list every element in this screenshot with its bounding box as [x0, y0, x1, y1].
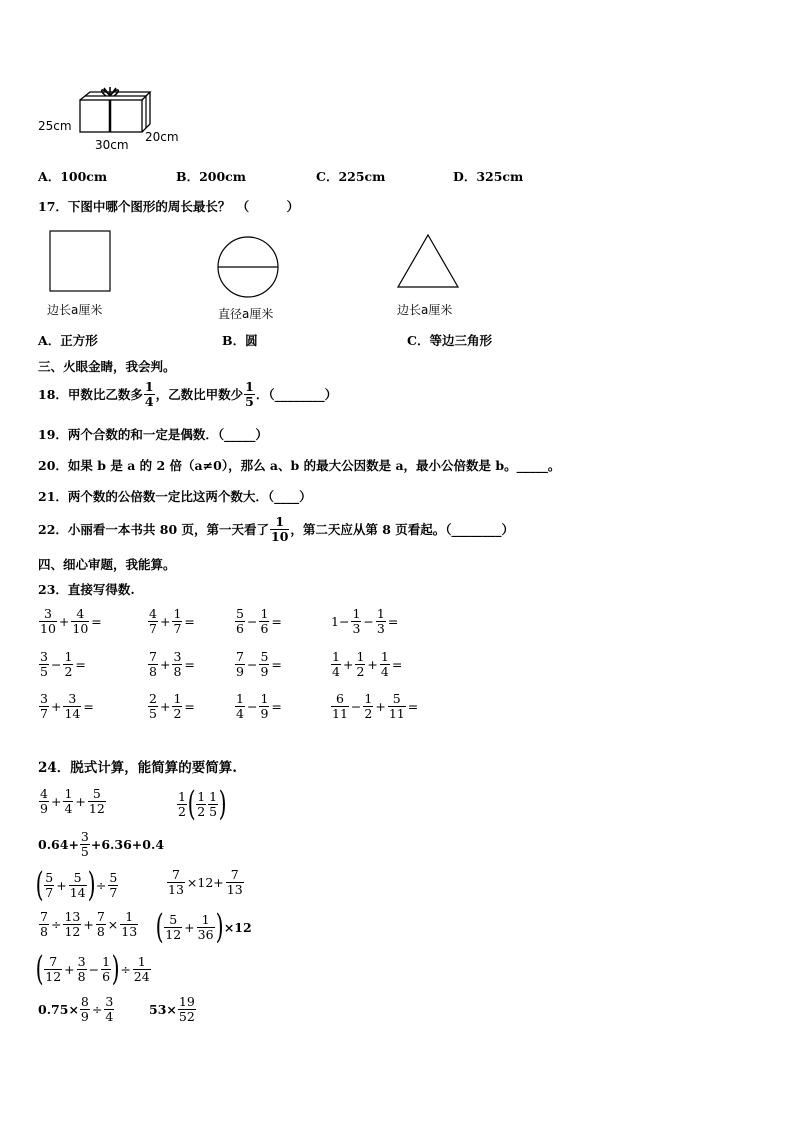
fraction: $\frac{5}{11}$ — [388, 691, 405, 721]
fraction: $\frac{7}{12}$ — [45, 953, 62, 984]
fraction: $\frac{3}{5}$ — [40, 649, 48, 679]
triangle-figure — [397, 233, 461, 291]
box-height-label: 25cm — [38, 119, 72, 133]
fraction: $\frac{7}{8}$ — [96, 909, 105, 939]
fraction: $\frac{7}{13}$ — [226, 867, 243, 897]
q24-expr-9: 0.75× $\frac{8}{9}$ ÷ $\frac{3}{4}$ — [38, 994, 114, 1024]
fraction: $\frac{1}{2}$ — [173, 691, 182, 721]
fraction: $\frac{1}{4}$ — [64, 786, 73, 816]
section3-title: 三、火眼金睛，我会判。 — [38, 359, 176, 374]
fraction: $\frac{7}{8}$ — [40, 909, 48, 939]
q24-expr-5: $\frac{7}{13}$ ×12+ $\frac{7}{13}$ — [168, 867, 243, 897]
fraction: $\frac{8}{9}$ — [80, 994, 89, 1024]
fraction: $\frac{3}{4}$ — [105, 994, 114, 1024]
q24-expr-4: ( $\frac{5}{7}$ + $\frac{5}{14}$ ) ÷ $\frac{5}{7}$ — [35, 865, 118, 905]
q22-text-pre: 22．小丽看一本书共 80 页，第一天看了 — [38, 521, 269, 537]
fraction: $\frac{1}{4}$ — [144, 379, 154, 409]
section4-title: 四、细心审题，我能算。 — [38, 557, 176, 572]
fraction: $\frac{1}{2}$ — [197, 788, 206, 819]
fraction: $\frac{1}{4}$ — [236, 691, 244, 721]
q24-expr-10: 53× $\frac{19}{52}$ — [149, 994, 195, 1024]
q18-text-post: ．（________） — [255, 386, 338, 402]
fraction: $\frac{5}{7}$ — [45, 869, 54, 900]
q17-option-a: A．正方形 — [38, 333, 98, 348]
q24-expr-3: 0.64+ $\frac{3}{5}$ +6.36+0.4 — [38, 829, 165, 859]
fraction: $\frac{5}{9}$ — [260, 649, 269, 679]
mental-math-item: 1− $\frac{1}{3}$ − $\frac{1}{3}$ = — [331, 606, 399, 636]
fraction: $\frac{7}{9}$ — [236, 649, 244, 679]
q24-expr-8: ( $\frac{7}{12}$ + $\frac{3}{8}$ − $\frac{1}{6}$ ) ÷ $\frac{1}{24}$ — [35, 949, 150, 989]
fraction: $\frac{1}{2}$ — [64, 649, 73, 679]
fraction: $\frac{4}{7}$ — [149, 606, 157, 636]
fraction: $\frac{1}{3}$ — [376, 606, 385, 636]
q18-question — [38, 380, 337, 409]
fraction: $\frac{3}{5}$ — [80, 829, 89, 859]
fraction: $\frac{5}{12}$ — [165, 911, 182, 942]
fraction: $\frac{2}{5}$ — [149, 691, 157, 721]
q16-option-d: D．325cm — [453, 169, 524, 184]
circle-figure — [217, 236, 281, 300]
mental-math-item: $\frac{3}{10}$ + $\frac{4}{10}$ = — [40, 606, 102, 636]
q24-expr-1: $\frac{4}{9}$ + $\frac{1}{4}$ + $\frac{5}{12}$ — [40, 786, 105, 816]
fraction: $\frac{1}{6}$ — [102, 953, 111, 984]
fraction: $\frac{3}{10}$ — [40, 606, 56, 636]
fraction: $\frac{1}{7}$ — [173, 606, 182, 636]
fraction: $\frac{4}{9}$ — [40, 786, 48, 816]
q18-text-mid: ，乙数比甲数少 — [155, 386, 244, 402]
circle-label: 直径a厘米 — [218, 307, 274, 321]
mental-math-item: $\frac{7}{9}$ − $\frac{5}{9}$ = — [236, 649, 282, 679]
box-length-label: 30cm — [95, 138, 129, 152]
q23-title: 23．直接写得数. — [38, 582, 135, 597]
q17-option-b: B．圆 — [222, 333, 258, 348]
fraction: $\frac{3}{7}$ — [40, 691, 48, 721]
fraction: $\frac{5}{6}$ — [236, 606, 244, 636]
box-width-label: 20cm — [145, 130, 179, 144]
q24-expr-7: ( $\frac{5}{12}$ + $\frac{1}{36}$ ) ×12 — [155, 907, 252, 947]
fraction: $\frac{7}{13}$ — [168, 867, 184, 897]
mental-math-item: $\frac{3}{5}$ − $\frac{1}{2}$ = — [40, 649, 86, 679]
fraction: $\frac{1}{36}$ — [197, 911, 214, 942]
q24-title: 24．脱式计算，能简算的要简算. — [38, 760, 237, 776]
q16-option-a: A．100cm — [38, 169, 108, 184]
q16-option-c: C．225cm — [316, 169, 386, 184]
mental-math-item: $\frac{1}{4}$ + $\frac{1}{2}$ + $\frac{1}{4}$ = — [332, 649, 403, 679]
fraction: $\frac{6}{11}$ — [332, 691, 348, 721]
fraction: $\frac{1}{6}$ — [260, 606, 269, 636]
fraction: $\frac{5}{12}$ — [88, 786, 105, 816]
q20-question: 20．如果 b 是 a 的 2 倍（a≠0），那么 a、b 的最大公因数是 a，最小公倍数是 b。_____。 — [38, 458, 561, 473]
mental-math-item: $\frac{2}{5}$ + $\frac{1}{2}$ = — [149, 691, 195, 721]
q22-question — [38, 515, 514, 544]
q21-question: 21．两个数的公倍数一定比这两个数大．（____） — [38, 489, 312, 504]
triangle-label: 边长a厘米 — [397, 303, 453, 317]
mental-math-item: $\frac{5}{6}$ − $\frac{1}{6}$ = — [236, 606, 282, 636]
fraction: $\frac{13}{12}$ — [64, 909, 81, 939]
fraction: $\frac{1}{2}$ — [364, 691, 373, 721]
q24-expr-6: $\frac{7}{8}$ ÷ $\frac{13}{12}$ + $\frac{7}{8}$ × $\frac{1}{13}$ — [40, 909, 138, 939]
fraction: $\frac{1}{24}$ — [133, 953, 150, 984]
fraction: $\frac{5}{7}$ — [109, 869, 118, 900]
fraction: $\frac{5}{14}$ — [69, 869, 86, 900]
fraction: $\frac{1}{2}$ — [178, 788, 186, 819]
mental-math-item: $\frac{6}{11}$ − $\frac{1}{2}$ + $\frac{5}{11}$ = — [332, 691, 419, 721]
mental-math-item: $\frac{1}{4}$ − $\frac{1}{9}$ = — [236, 691, 282, 721]
fraction: $\frac{1}{13}$ — [121, 909, 138, 939]
fraction: $\frac{4}{10}$ — [72, 606, 89, 636]
q24-expr-2: $\frac{1}{2}$ ( $\frac{1}{2}$ $\frac{1}{5}$ ) — [178, 784, 227, 824]
mental-math-item: $\frac{4}{7}$ + $\frac{1}{7}$ = — [149, 606, 195, 636]
fraction: $\frac{1}{3}$ — [352, 606, 361, 636]
q17-question: 17．下图中哪个图形的周长最长？ （ ） — [38, 199, 300, 214]
q17-option-c: C．等边三角形 — [407, 333, 492, 348]
fraction: $\frac{1}{2}$ — [356, 649, 365, 679]
fraction: $\frac{3}{8}$ — [77, 953, 86, 984]
fraction: $\frac{19}{52}$ — [178, 994, 195, 1024]
q18-text-pre: 18．甲数比乙数多 — [38, 386, 143, 402]
fraction: $\frac{1}{10}$ — [271, 514, 289, 544]
square-label: 边长a厘米 — [47, 303, 103, 317]
q16-option-b: B．200cm — [176, 169, 246, 184]
fraction: $\frac{1}{5}$ — [209, 788, 218, 819]
mental-math-item: $\frac{7}{8}$ + $\frac{3}{8}$ = — [149, 649, 195, 679]
square-figure — [49, 230, 113, 294]
fraction: $\frac{3}{14}$ — [64, 691, 81, 721]
fraction: $\frac{1}{4}$ — [332, 649, 340, 679]
fraction: $\frac{1}{9}$ — [260, 691, 269, 721]
mental-math-item: $\frac{3}{7}$ + $\frac{3}{14}$ = — [40, 691, 94, 721]
q19-question: 19．两个合数的和一定是偶数．（_____） — [38, 427, 268, 442]
fraction: $\frac{7}{8}$ — [149, 649, 157, 679]
fraction: $\frac{1}{5}$ — [245, 379, 254, 409]
fraction: $\frac{3}{8}$ — [173, 649, 182, 679]
fraction: $\frac{1}{4}$ — [380, 649, 389, 679]
q22-text-post: ，第二天应从第 8 页看起。（________） — [290, 521, 515, 537]
